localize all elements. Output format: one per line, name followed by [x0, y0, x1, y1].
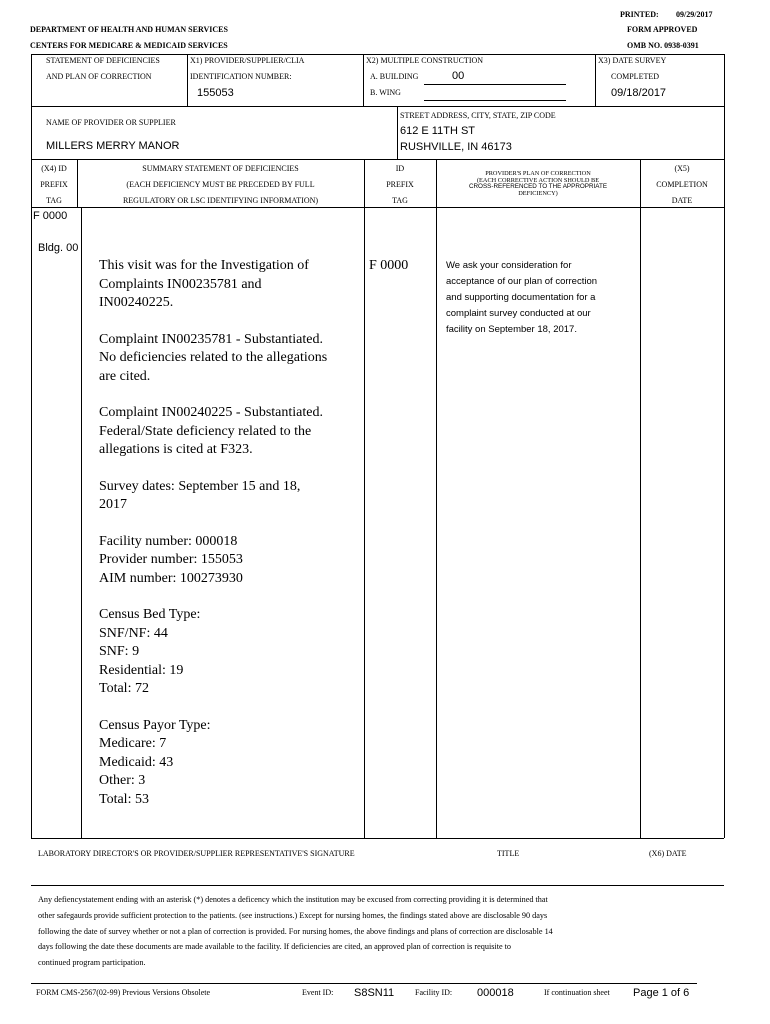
- building-tag: Bldg. 00: [38, 242, 79, 254]
- plan-header-4: DEFICIENCY): [518, 189, 558, 197]
- plan-header-3: CROSS-REFERENCED TO THE APPROPRIATE: [468, 183, 608, 191]
- row1-divider-2: [363, 54, 364, 106]
- omb-number: OMB NO. 0938-0391: [627, 41, 699, 50]
- paragraph-visit: This visit was for the Investigation of Complaints IN00235781 and IN00240225.: [99, 258, 309, 310]
- multiple-construction-label: X2) MULTIPLE CONSTRUCTION: [366, 56, 484, 65]
- event-id-value: S8SN11: [354, 987, 395, 999]
- x5-header-2: COMPLETION: [656, 180, 708, 189]
- paragraph-census-bed: Census Bed Type: SNF/NF: 44 SNF: 9 Residential: 19 Total: 72: [99, 607, 201, 696]
- disclaimer: Any defiencystatement ending with an asterisk (*) denotes a deficency which the institution may be excused from correcting providing it is determined that other safegaurds provide sufficient protection to the patients. (see instructions.) Except for nursing homes, the findings stated above are disclosable 90 days following the date of survey whether or not a plan of correction is provided. For nursing homes, the above findings and plans of correction are disclosable 14 days following the date these documents are made available to the facility. If deficiencies are cited, an approved plan of correction is requisite to continued program participation.: [38, 895, 553, 968]
- printed-label: PRINTED:: [620, 10, 659, 19]
- columns-header-bottom: [31, 207, 724, 208]
- row2-divider: [397, 106, 398, 159]
- wing-underline: [424, 100, 566, 101]
- id-header-1: ID: [395, 164, 405, 173]
- col-divider-prefix: [81, 207, 82, 838]
- form-bottom-border: [31, 838, 724, 839]
- x4-header-1: (X4) ID: [41, 164, 67, 173]
- plan-header-2: (EACH CORRECTIVE ACTION SHOULD BE: [476, 176, 600, 184]
- paragraph-survey-dates: Survey dates: September 15 and 18, 2017: [99, 478, 301, 512]
- paragraph-complaint-1: Complaint IN00235781 - Substantiated. No deficiencies related to the allegations are cited.: [99, 331, 328, 384]
- summary-header-1: SUMMARY STATEMENT OF DEFICIENCIES: [142, 164, 299, 173]
- plan-header: [436, 171, 640, 197]
- row1-divider-3: [595, 54, 596, 106]
- form-right-border: [724, 54, 725, 838]
- date-survey-label-2: COMPLETED: [611, 72, 659, 81]
- statement-label-1: STATEMENT OF DEFICIENCIES: [46, 56, 160, 65]
- event-id-label: Event ID:: [302, 988, 334, 997]
- summary-header-3: REGULATORY OR LSC IDENTIFYING INFORMATION): [122, 196, 319, 205]
- building-underline: [424, 84, 566, 85]
- x4-header-3: TAG: [46, 196, 62, 205]
- paragraph-facility: Facility number: 000018 Provider number: 155053 AIM number: 100273930: [99, 533, 243, 586]
- plan-of-correction: We ask your consideration for acceptance of our plan of correction and supporting documentation for a complaint survey conducted at our facility on September 18, 2017.: [446, 260, 598, 335]
- row2-bottom: [31, 159, 724, 160]
- col-divider-id: [436, 159, 437, 838]
- centers-title: CENTERS FOR MEDICARE & MEDICAID SERVICES: [30, 41, 228, 50]
- prefix-tag: F 0000: [33, 210, 68, 222]
- statement-label-2: AND PLAN OF CORRECTION: [46, 72, 152, 81]
- disclaimer-bottom-line: [31, 983, 697, 984]
- id-header-3: TAG: [392, 196, 408, 205]
- x6-date-label: (X6) DATE: [649, 849, 687, 858]
- provider-id-label-2: IDENTIFICATION NUMBER:: [190, 72, 292, 81]
- col-divider-summary: [364, 159, 365, 838]
- row1-bottom: [31, 106, 724, 107]
- id-header-2: PREFIX: [386, 180, 414, 189]
- summary-header-2: (EACH DEFICIENCY MUST BE PRECEDED BY FULL: [126, 180, 315, 189]
- address-line-1: 612 E 11TH ST: [400, 125, 475, 137]
- summary-statement: [99, 257, 361, 809]
- facility-id-label: Facility ID:: [415, 988, 453, 997]
- building-value: 00: [452, 70, 465, 82]
- title-label: TITLE: [497, 849, 520, 858]
- address-label: STREET ADDRESS, CITY, STATE, ZIP CODE: [400, 111, 556, 120]
- printed-date: 09/29/2017: [676, 10, 713, 19]
- form-approved: FORM APPROVED: [627, 25, 698, 34]
- x4-header-2: PREFIX: [40, 180, 68, 189]
- provider-id-label-1: X1) PROVIDER/SUPPLIER/CLIA: [190, 56, 305, 65]
- provider-name-value: MILLERS MERRY MANOR: [46, 140, 180, 152]
- paragraph-census-payor: Census Payor Type: Medicare: 7 Medicaid: 43 Other: 3 Total: 53: [99, 717, 211, 807]
- department-title: DEPARTMENT OF HEALTH AND HUMAN SERVICES: [30, 25, 228, 34]
- building-label: A. BUILDING: [370, 72, 419, 81]
- id-tag: F 0000: [369, 258, 409, 273]
- continuation-label: If continuation sheet: [544, 988, 610, 997]
- col-divider-plan: [640, 159, 641, 838]
- wing-label: B. WING: [370, 88, 401, 97]
- date-survey-label-1: X3) DATE SURVEY: [598, 56, 667, 65]
- provider-id-value: 155053: [197, 87, 234, 99]
- address-line-2: RUSHVILLE, IN 46173: [400, 141, 512, 153]
- signature-label: LABORATORY DIRECTOR'S OR PROVIDER/SUPPLIER REPRESENTATIVE'S SIGNATURE: [38, 849, 355, 858]
- row1-divider-1: [187, 54, 188, 106]
- facility-id-value: 000018: [477, 987, 514, 999]
- x5-header-3: DATE: [671, 196, 693, 205]
- signature-bottom-line: [31, 885, 724, 886]
- x5-header-1: (X5): [674, 164, 690, 173]
- provider-name-label: NAME OF PROVIDER OR SUPPLIER: [46, 118, 176, 127]
- paragraph-complaint-2: Complaint IN00240225 - Substantiated. Federal/State deficiency related to the allegations is cited at F323.: [99, 405, 323, 457]
- date-survey-value: 09/18/2017: [611, 87, 667, 99]
- form-number: FORM CMS-2567(02-99) Previous Versions Obsolete: [36, 988, 211, 997]
- plan-header-1: PROVIDER'S PLAN OF CORRECTION: [485, 170, 591, 177]
- form-top-border: [31, 54, 724, 55]
- page-number: Page 1 of 6: [633, 987, 690, 999]
